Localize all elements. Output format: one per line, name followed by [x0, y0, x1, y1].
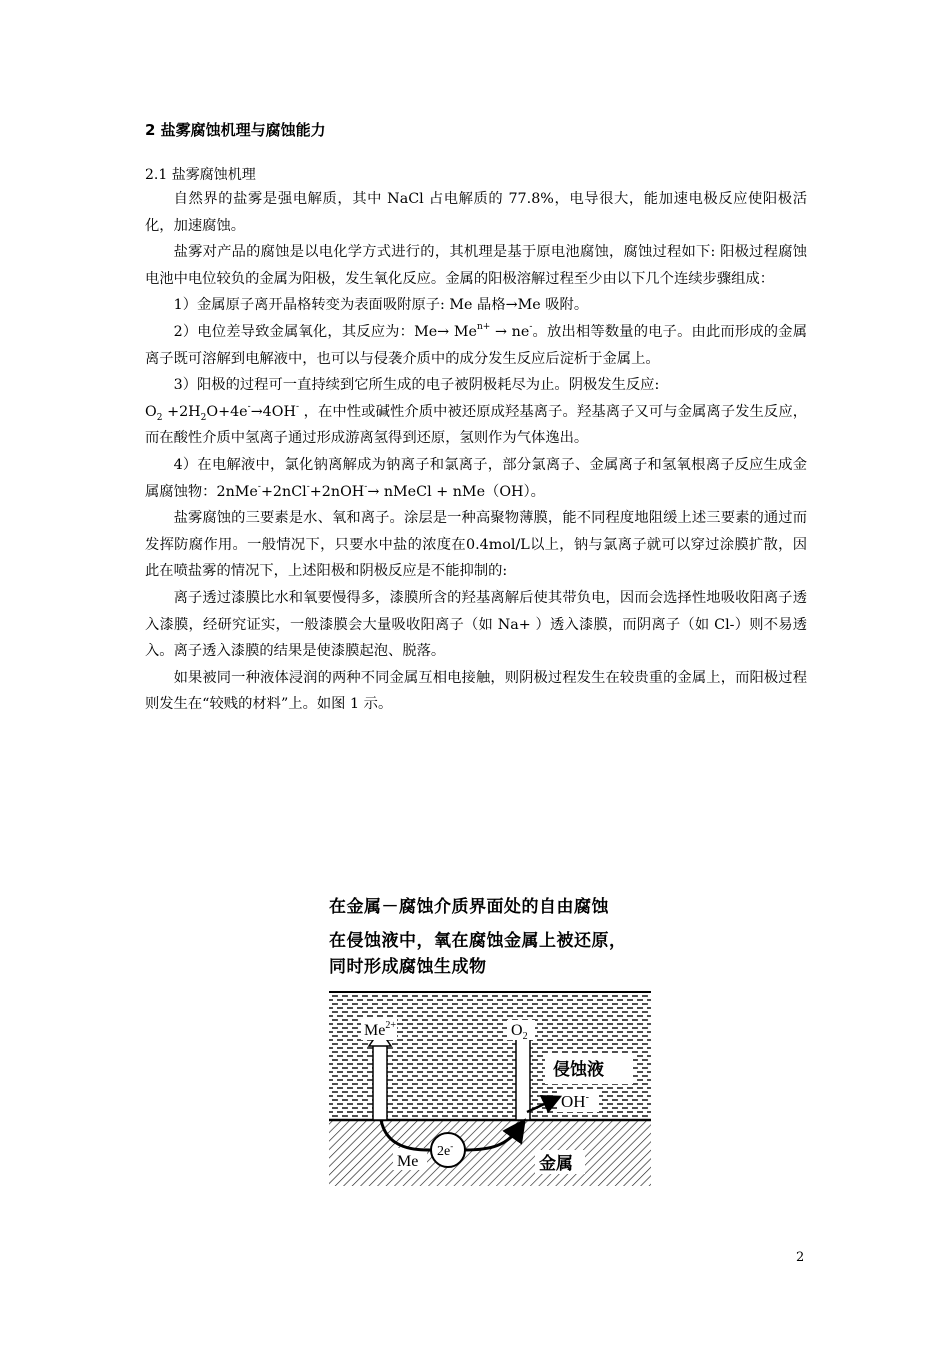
subscript: 2 — [200, 412, 207, 423]
text-run: → ne — [490, 323, 530, 340]
text-run: 。放出相等数量的电子。由此而形成的金属离子既可溶解到电解液中，也可以与侵袭介质中的成分发生反应后淀析于金属上。 — [145, 323, 807, 367]
metal-label: 金属 — [539, 1154, 573, 1174]
oxygen-label: $O_2$ — [511, 1022, 528, 1042]
figure-title-line: 同时形成腐蚀生成物 — [329, 957, 487, 977]
text-run: → nMeCl + nMe（OH）。 — [367, 483, 545, 500]
text-run: O+4e — [206, 403, 248, 420]
electron-label: 2e- — [437, 1141, 454, 1159]
paragraph: 盐雾对产品的腐蚀是以电化学方式进行的，其机理是基于原电池腐蚀，腐蚀过程如下: 阳极过程腐蚀电池中电位较负的金属为阳极，发生氧化反应。金属的阳极溶解过程至少由以下几个连续步骤组成： — [145, 244, 807, 287]
superscript: - — [247, 401, 251, 412]
text-run: 4）在电解液中，氯化钠离解成为钠离子和氯离子，部分氯离子、金属离子和氢氧根离子反应生成金属腐蚀物：2nMe — [145, 456, 807, 500]
text-run: →4OH — [250, 403, 296, 420]
metal-atom-label: Me — [397, 1153, 419, 1170]
paragraph: 1）金属原子离开晶格转变为表面吸附原子: Me 晶格→Me 吸附。 — [173, 297, 589, 314]
body-text — [145, 186, 807, 718]
figure-title-line: 在侵蚀液中，氧在腐蚀金属上被还原， — [329, 931, 627, 951]
superscript: - — [529, 322, 533, 333]
superscript: - — [306, 481, 310, 492]
corrosion-diagram — [327, 990, 653, 1188]
text-run: 2）电位差导致金属氧化，其反应为：Me→ Me — [173, 323, 477, 340]
paragraph — [145, 399, 807, 452]
subscript: 2 — [156, 412, 163, 423]
metal-layer — [329, 1120, 651, 1186]
paragraph: 3）阳极的过程可一直持续到它所生成的电子被阴极耗尽为止。阴极发生反应: — [173, 377, 660, 394]
oxygen-column — [516, 1038, 530, 1120]
metal-ion-label: $Me^{2+}$ — [364, 1020, 396, 1039]
hydroxide-label: OH- — [561, 1092, 589, 1111]
paragraph — [145, 319, 807, 372]
text-run: +2nOH — [309, 483, 365, 500]
text-run: O — [145, 403, 157, 420]
paragraph: 盐雾腐蚀的三要素是水、氧和离子。涂层是一种高聚物薄膜，能不同程度地阻缓上述三要素的通过而发挥防腐作用。一般情况下，只要水中盐的浓度在0.4mol/L以上，钠与氯离子就可以穿过涂膜扩散，因此在喷盐雾的情况下，上述阳极和阴极反应是不能抑制的: — [145, 510, 807, 580]
superscript: n+ — [476, 322, 491, 333]
liquid-label: 侵蚀液 — [553, 1060, 604, 1080]
text-run: +2H — [162, 403, 201, 420]
subsection-heading: 2.1 盐雾腐蚀机理 — [145, 167, 256, 183]
paragraph: 如果被同一种液体浸润的两种不同金属互相电接触，则阴极过程发生在较贵重的金属上，而阳极过程则发生在“较贱的材料”上。如图 1 示。 — [145, 669, 807, 713]
paragraph: 离子透过漆膜比水和氧要慢得多，漆膜所含的羟基离解后使其带负电，因而会选择性地吸收阳离子透入漆膜，经研究证实，一般漆膜会大量吸收阳离子（如 Na+ ）透入漆膜，而阴离子（如 Cl-）则不易透入。离子透入漆膜的结果是使漆膜起泡、脱落。 — [145, 589, 807, 660]
superscript: - — [295, 401, 300, 412]
text-run: ，在中性或碱性介质中被还原成羟基离子。羟基离子又可与金属离子发生反应，而在酸性介质中氢离子通过形成游离氢得到还原，氢则作为气体逸出。 — [145, 403, 808, 447]
paragraph — [145, 452, 807, 505]
section-heading: 2 盐雾腐蚀机理与腐蚀能力 — [145, 121, 326, 139]
page-number: 2 — [796, 1250, 805, 1265]
paragraph: 自然界的盐雾是强电解质，其中 NaCl 占电解质的 77.8%，电导很大，能加速电极反应使阳极活化，加速腐蚀。 — [145, 191, 807, 234]
figure-title-line: 在金属－腐蚀介质界面处的自由腐蚀 — [329, 897, 609, 917]
superscript: - — [257, 481, 261, 492]
text-run: +2nCl — [260, 483, 307, 500]
metal-ion-column — [373, 1042, 387, 1120]
superscript: - — [364, 481, 368, 492]
